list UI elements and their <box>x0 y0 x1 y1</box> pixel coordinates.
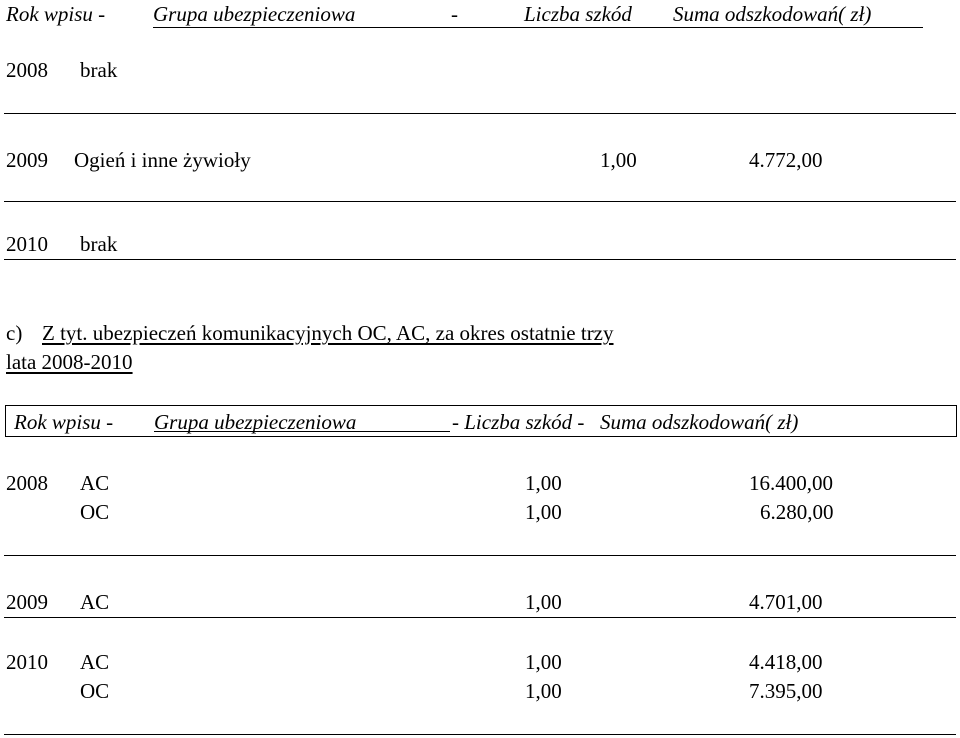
table1-divider-3 <box>4 259 956 260</box>
table2-row-count: 1,00 <box>525 679 562 703</box>
table1-header-group: Grupa ubezpieczeniowa <box>153 2 356 26</box>
table2-row-group: OC <box>80 679 110 703</box>
table1-row-sum: 4.772,00 <box>749 148 823 172</box>
table1-row-year: 2009 <box>6 148 48 172</box>
table2-row-count: 1,00 <box>525 500 562 524</box>
table1-header-sum: Suma odszkodowań( zł) <box>673 2 872 26</box>
table2-row-count: 1,00 <box>525 650 562 674</box>
section-c-title-line1: Z tyt. ubezpieczeń komunikacyjnych OC, AC, za okres ostatnie trzy <box>42 321 614 345</box>
section-c-title-line2: lata 2008-2010 <box>6 350 133 374</box>
table2-row-sum: 4.701,00 <box>749 590 823 614</box>
table2-row-group: AC <box>80 590 110 614</box>
table1-divider-2 <box>4 201 956 202</box>
table1-header-underline <box>153 27 923 28</box>
table2-header-count: - Liczba szkód - <box>452 410 585 434</box>
table1-header-year: Rok wpisu - <box>6 2 106 26</box>
table1-divider-1 <box>4 113 956 114</box>
table2-header <box>5 405 957 437</box>
table2-row-sum: 6.280,00 <box>760 500 834 524</box>
table2-row-year: 2009 <box>6 590 48 614</box>
section-c-marker: c) <box>6 321 23 345</box>
table1-row-group: brak <box>80 232 118 256</box>
table2-row-sum: 4.418,00 <box>749 650 823 674</box>
table2-header-sum: Suma odszkodowań( zł) <box>600 410 799 434</box>
table1-header-dash: - <box>451 2 458 26</box>
table2-row-year: 2010 <box>6 650 48 674</box>
table1-row-year: 2010 <box>6 232 48 256</box>
table2-row-year: 2008 <box>6 471 48 495</box>
table1-row-group: brak <box>80 58 118 82</box>
table2-row-group: AC <box>80 650 110 674</box>
table1-row-count: 1,00 <box>600 148 637 172</box>
table2-row-group: OC <box>80 500 110 524</box>
table1-row-year: 2008 <box>6 58 48 82</box>
table2-divider-3 <box>4 734 956 735</box>
table2-header-year: Rok wpisu - <box>14 410 114 434</box>
table1-header-count: Liczba szkód <box>524 2 632 26</box>
table2-row-sum: 7.395,00 <box>749 679 823 703</box>
table2-header-group-underline <box>154 431 450 432</box>
table2-row-count: 1,00 <box>525 471 562 495</box>
table2-row-sum: 16.400,00 <box>749 471 833 495</box>
table2-divider-1 <box>4 555 956 556</box>
table2-row-count: 1,00 <box>525 590 562 614</box>
table2-header-group: Grupa ubezpieczeniowa <box>154 410 357 434</box>
table2-row-group: AC <box>80 471 110 495</box>
table1-row-group: Ogień i inne żywioły <box>74 148 251 172</box>
table2-divider-2 <box>4 617 956 618</box>
